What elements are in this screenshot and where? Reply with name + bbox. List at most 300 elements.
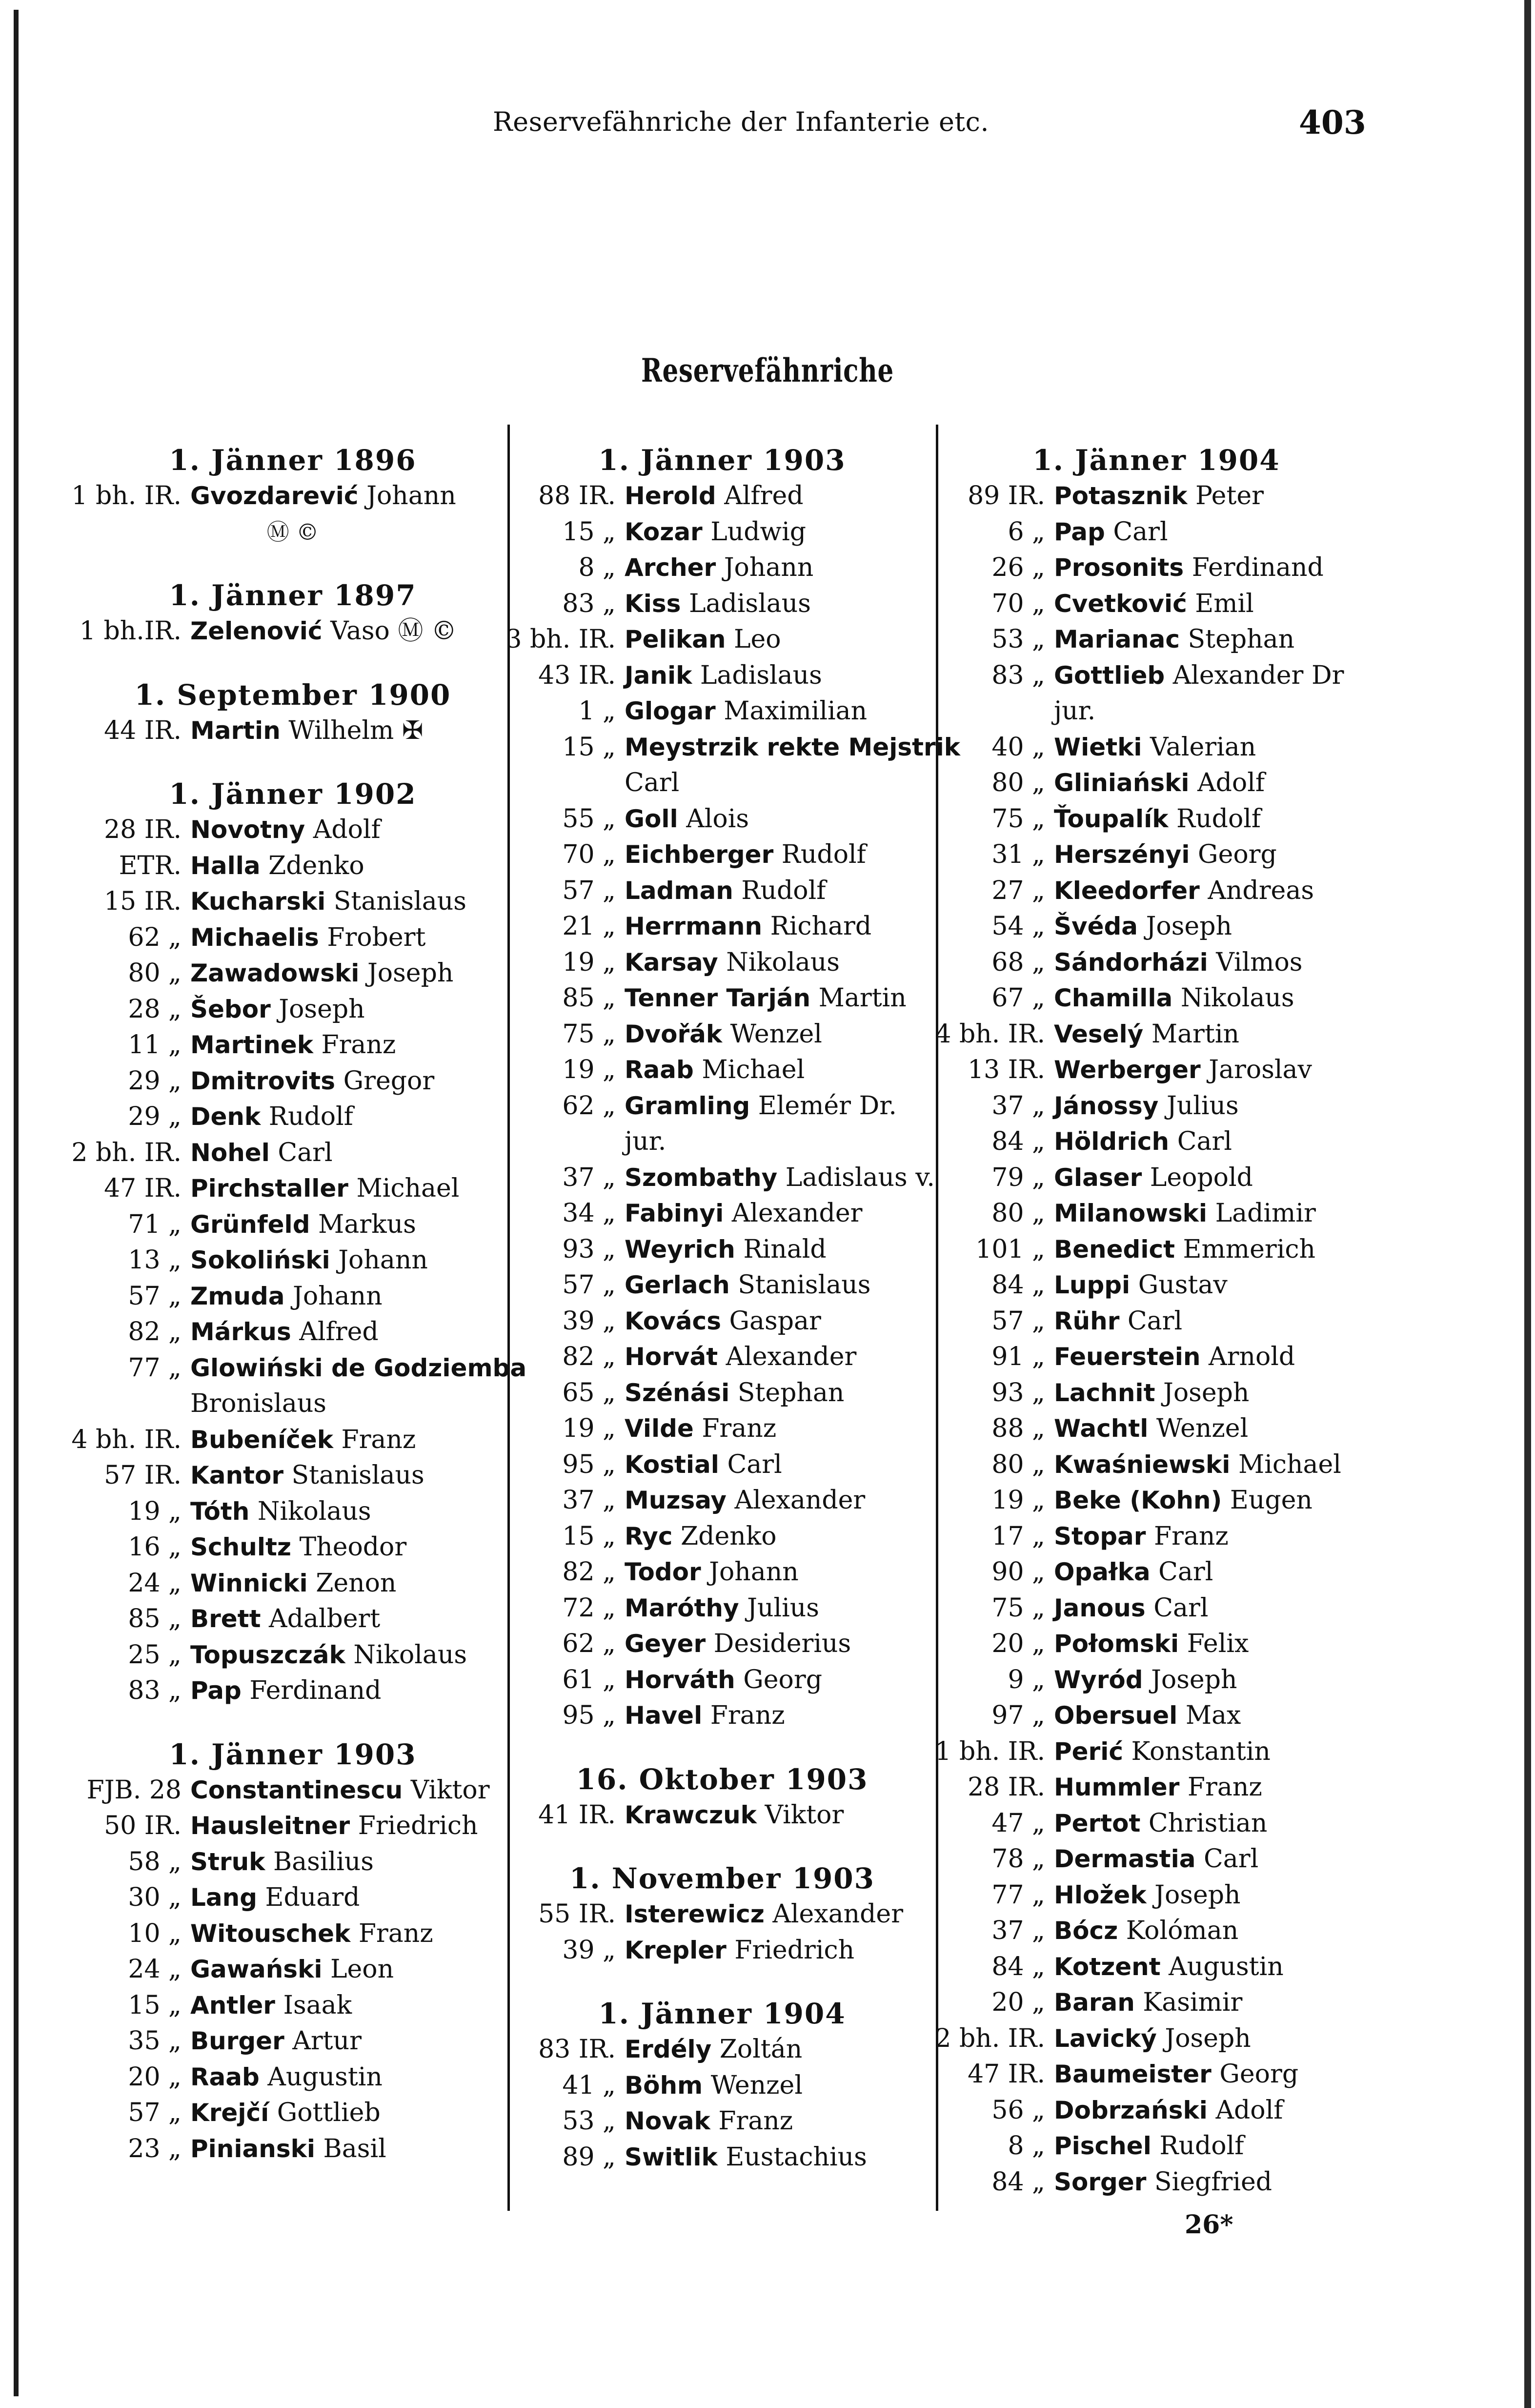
given-name: Martin	[818, 983, 907, 1013]
regiment-designation: 65 „	[562, 1378, 616, 1408]
officer-entry	[937, 1411, 1376, 1447]
given-name: Carl	[1127, 1306, 1183, 1336]
regiment-designation: 15 „	[562, 732, 616, 762]
given-name: Siegfried	[1154, 2167, 1272, 2197]
given-name: Adolf	[313, 815, 381, 844]
given-name: Carl	[1113, 517, 1168, 547]
officer-name	[1054, 837, 1376, 873]
surname: Zelenović	[190, 617, 323, 645]
given-name: Franz	[1153, 1521, 1229, 1551]
officer-name	[190, 1637, 512, 1673]
regiment-designation: 77 „	[128, 1353, 182, 1383]
regiment-designation: 37 „	[562, 1163, 616, 1192]
officer-name	[1054, 2164, 1376, 2201]
given-name: Johann	[366, 481, 456, 510]
regiment-designation: 80 „	[991, 1449, 1045, 1479]
regiment-designation: 57 „	[128, 2098, 182, 2127]
officer-name	[1054, 1160, 1376, 1196]
given-name: Michael	[702, 1055, 805, 1084]
surname: Todor	[625, 1558, 701, 1586]
officer-name	[1054, 622, 1376, 658]
given-name: Carl	[1153, 1593, 1209, 1623]
date-group	[507, 1860, 937, 1968]
surname: Bócz	[1054, 1917, 1118, 1945]
surname: Dvořák	[625, 1020, 723, 1048]
given-name: Joseph	[1165, 2023, 1251, 2053]
column-3	[937, 442, 1376, 2200]
officer-name	[1054, 909, 1376, 945]
entry-continuation: Ⓜ ©	[266, 518, 319, 545]
officer-name	[190, 2095, 512, 2131]
given-name: Joseph	[367, 959, 454, 988]
surname: Isterewicz	[625, 1900, 765, 1928]
surname: Kovács	[625, 1306, 721, 1335]
officer-name	[1054, 1770, 1376, 1806]
surname: Meystrzik rekte Mejstrik	[625, 733, 961, 761]
officer-name	[190, 920, 512, 956]
surname: Grünfeld	[190, 1210, 310, 1239]
officer-name	[190, 1601, 512, 1637]
officer-entry	[73, 2131, 512, 2167]
regiment-designation: 19 „	[562, 1055, 616, 1084]
surname: Šebor	[190, 995, 271, 1023]
given-name: Georg	[1198, 840, 1277, 869]
officer-name	[625, 837, 937, 873]
surname: Karsay	[625, 948, 718, 977]
regiment-designation: 1 bh. IR.	[71, 481, 182, 510]
officer-name	[190, 1988, 512, 2024]
given-name: Emil	[1195, 589, 1254, 618]
officer-name	[1054, 1411, 1376, 1447]
officer-name	[190, 884, 512, 920]
given-name: Alexander Dr	[1172, 660, 1344, 690]
officer-name	[625, 1519, 937, 1555]
officer-entry	[73, 1458, 512, 1494]
given-name: Friedrich	[734, 1935, 855, 1965]
officer-name	[1054, 1877, 1376, 1914]
surname: Ladman	[625, 876, 733, 905]
officer-name	[1054, 945, 1376, 981]
officer-name	[625, 945, 937, 981]
officer-name	[625, 1626, 937, 1662]
surname: Vilde	[625, 1414, 694, 1443]
officer-entry	[507, 801, 937, 837]
officer-name	[190, 1916, 512, 1952]
surname: Dobrzański	[1054, 2096, 1208, 2124]
officer-entry	[937, 2164, 1376, 2201]
surname: Krejčí	[190, 2099, 269, 2127]
surname: Pirchstaller	[190, 1174, 348, 1203]
surname: Kwaśniewski	[1054, 1450, 1231, 1479]
given-name: Gregor	[343, 1066, 435, 1096]
officer-entry	[507, 909, 937, 945]
surname: Kucharski	[190, 887, 326, 916]
officer-entry	[507, 1483, 937, 1519]
officer-entry	[937, 1017, 1376, 1053]
officer-entry	[507, 873, 937, 909]
officer-entry	[73, 1027, 512, 1063]
officer-name	[1054, 1913, 1376, 1949]
promotion-date: 1. Jänner 1904	[1032, 444, 1280, 477]
regiment-designation: 68 „	[991, 947, 1045, 977]
officer-name	[625, 1411, 937, 1447]
column-1	[71, 442, 527, 2167]
officer-entry	[507, 1662, 937, 1698]
regiment-designation: 56 „	[991, 2095, 1045, 2125]
officer-name	[625, 1088, 937, 1124]
officer-name	[190, 1027, 512, 1063]
surname: Kantor	[190, 1461, 283, 1490]
surname: Wachtl	[1054, 1414, 1149, 1443]
given-name: Carl	[278, 1138, 333, 1167]
officer-entry	[507, 1017, 937, 1053]
surname: Goll	[625, 804, 678, 833]
given-name: Franz	[358, 1918, 433, 1948]
regiment-designation: 62 „	[562, 1629, 616, 1658]
date-group	[73, 677, 512, 749]
given-name: Ferdinand	[1192, 553, 1324, 582]
officer-name	[1054, 478, 1376, 514]
regiment-designation: 1 „	[578, 696, 616, 726]
officer-entry	[73, 812, 512, 848]
given-name: Rudolf	[1159, 2131, 1244, 2161]
regiment-designation: 83 „	[128, 1676, 182, 1705]
given-name: Stanislaus	[738, 1270, 871, 1300]
officer-entry	[73, 1673, 512, 1709]
officer-name	[1054, 1267, 1376, 1304]
regiment-designation: 15 „	[562, 517, 616, 547]
regiment-designation: 24 „	[128, 1568, 182, 1598]
officer-name	[1054, 1196, 1376, 1232]
given-name: Michael	[356, 1174, 460, 1203]
officer-entry	[73, 1207, 512, 1243]
regiment-designation: 3 bh. IR.	[505, 625, 616, 654]
officer-entry	[937, 1626, 1376, 1662]
officer-entry	[937, 1591, 1376, 1627]
surname: Raab	[625, 1056, 694, 1084]
regiment-designation: 39 „	[562, 1306, 616, 1336]
given-name: Johann	[338, 1245, 428, 1275]
officer-entry	[937, 1267, 1376, 1304]
given-name: Frobert	[327, 922, 426, 952]
surname: Hausleitner	[190, 1812, 350, 1840]
officer-entry	[937, 1052, 1376, 1088]
regiment-designation: 13 „	[128, 1245, 182, 1275]
surname: Martinek	[190, 1031, 313, 1059]
officer-entry	[937, 1698, 1376, 1734]
given-name: Alexander	[734, 1486, 866, 1515]
surname: Sorger	[1054, 2167, 1147, 2196]
surname: Chamilla	[1054, 984, 1173, 1012]
given-name: Kolóman	[1126, 1916, 1239, 1945]
running-head-title: Reservefähnriche der Infanterie etc.	[493, 106, 990, 137]
officer-entry	[937, 1913, 1376, 1949]
surname: Glaser	[1054, 1163, 1142, 1192]
regiment-designation: 57 „	[562, 876, 616, 905]
officer-entry	[937, 1519, 1376, 1555]
given-name: Maximilian	[724, 696, 868, 726]
given-name: Johann	[709, 1557, 799, 1587]
given-name: Johann	[293, 1281, 383, 1311]
regiment-designation: 47 IR.	[104, 1174, 182, 1203]
surname: Baran	[1054, 1988, 1135, 2017]
officer-entry	[73, 1063, 512, 1100]
promotion-date: 1. Jänner 1904	[598, 1997, 846, 2030]
officer-entry	[73, 1952, 512, 1988]
regiment-designation: 20 „	[991, 1629, 1045, 1658]
surname: Lavický	[1054, 2024, 1157, 2053]
officer-name	[625, 1160, 937, 1196]
officer-name	[625, 730, 960, 766]
officer-entry	[937, 2093, 1376, 2129]
officer-entry	[73, 848, 512, 884]
given-name: Ladislaus v.	[785, 1163, 935, 1192]
officer-name	[625, 514, 937, 551]
given-name: Alfred	[299, 1317, 379, 1347]
surname: Janik	[625, 661, 692, 690]
officer-name	[190, 1422, 512, 1458]
given-name: Konstantin	[1131, 1736, 1271, 1766]
surname: Tenner Tarján	[625, 984, 811, 1012]
officer-entry	[507, 478, 937, 514]
officer-entry	[507, 2032, 937, 2068]
promotion-date: 1. September 1900	[134, 678, 451, 712]
date-group	[73, 1736, 512, 2167]
regiment-designation: 84 „	[991, 2167, 1045, 2197]
given-name: Ludwig	[710, 517, 806, 547]
given-name: Georg	[743, 1665, 822, 1694]
regiment-designation: 13 IR.	[968, 1055, 1045, 1084]
regiment-designation: 28 IR.	[104, 815, 182, 844]
regiment-designation: 9 „	[1008, 1665, 1045, 1694]
surname: Luppi	[1054, 1271, 1131, 1299]
officer-entry	[507, 2140, 937, 2176]
regiment-designation: 55 „	[562, 804, 616, 834]
regiment-designation: 19 „	[128, 1496, 182, 1526]
regiment-designation: 54 „	[991, 912, 1045, 941]
officer-entry	[73, 956, 512, 992]
given-name: Franz	[710, 1701, 785, 1730]
officer-entry	[507, 586, 937, 622]
regiment-designation: 70 „	[991, 589, 1045, 618]
surname: Marianac	[1054, 625, 1180, 653]
regiment-designation: 95 „	[562, 1449, 616, 1479]
officer-entry	[507, 550, 937, 586]
surname: Fabinyi	[625, 1199, 724, 1227]
officer-entry	[507, 1232, 937, 1268]
regiment-designation: 1 bh. IR.	[935, 1736, 1045, 1766]
given-name: Franz	[321, 1030, 396, 1060]
regiment-designation: 88 „	[991, 1414, 1045, 1443]
officer-entry	[507, 2068, 937, 2104]
regiment-designation: 78 „	[991, 1844, 1045, 1874]
surname: Kiss	[625, 589, 681, 618]
given-name: Martin	[1151, 1019, 1239, 1049]
surname: Kostial	[625, 1450, 719, 1479]
given-name: Ladimir	[1215, 1199, 1316, 1228]
surname: Glogar	[625, 697, 716, 725]
officer-entry	[937, 1985, 1376, 2021]
officer-entry	[73, 1099, 512, 1135]
given-name: Wilhelm ✠	[288, 715, 424, 745]
officer-entry	[937, 1447, 1376, 1483]
regiment-designation: 91 „	[991, 1342, 1045, 1371]
regiment-designation: 19 „	[991, 1486, 1045, 1515]
regiment-designation: 27 „	[991, 876, 1045, 905]
regiment-designation: 95 „	[562, 1701, 616, 1730]
officer-entry	[937, 2057, 1376, 2093]
officer-entry	[73, 1601, 512, 1637]
officer-name	[625, 1267, 937, 1304]
surname: Hummler	[1054, 1773, 1180, 1801]
given-name: Johann	[724, 553, 814, 582]
regiment-designation: 15 IR.	[104, 887, 182, 916]
regiment-designation: 15 „	[128, 1990, 182, 2020]
officer-name	[1054, 1052, 1376, 1088]
regiment-designation: FJB. 28	[86, 1775, 182, 1805]
officer-name	[625, 1483, 937, 1519]
officer-entry	[937, 622, 1376, 658]
officer-entry	[507, 837, 937, 873]
surname: Glowiński de Godziemba	[190, 1353, 527, 1382]
officer-name	[625, 1554, 937, 1591]
regiment-designation: 57 „	[562, 1270, 616, 1300]
given-name: Adolf	[1215, 2095, 1283, 2125]
regiment-designation: 80 „	[991, 1199, 1045, 1228]
regiment-designation: 75 „	[991, 1593, 1045, 1623]
given-name: Ladislaus	[688, 589, 811, 618]
regiment-designation: 83 IR.	[538, 2035, 616, 2064]
surname: Tóth	[190, 1497, 250, 1526]
given-name: Michael	[1238, 1449, 1341, 1479]
surname: Švéda	[1054, 912, 1138, 940]
officer-name	[1054, 873, 1376, 909]
officer-name	[190, 1063, 512, 1100]
surname: Szombathy	[625, 1163, 778, 1192]
regiment-designation: 39 „	[562, 1935, 616, 1965]
officer-entry	[507, 730, 961, 766]
regiment-designation: 44 IR.	[104, 715, 182, 745]
entry-continuation: jur.	[1054, 696, 1096, 726]
officer-name	[625, 622, 937, 658]
officer-name	[625, 1196, 937, 1232]
regiment-designation: 47 „	[991, 1808, 1045, 1838]
officer-name	[1054, 1017, 1376, 1053]
regiment-designation: 84 „	[991, 1127, 1045, 1156]
given-name: Leopold	[1150, 1163, 1253, 1192]
officer-name	[625, 1052, 937, 1088]
officer-name	[625, 478, 937, 514]
surname: Pertot	[1054, 1809, 1141, 1837]
regiment-designation: 71 „	[128, 1209, 182, 1239]
given-name: Nikolaus	[726, 947, 840, 977]
officer-name	[1054, 765, 1376, 801]
officer-name	[1054, 2021, 1376, 2057]
given-name: Carl	[1177, 1127, 1232, 1156]
surname: Obersuel	[1054, 1701, 1178, 1730]
surname: Wietki	[1054, 733, 1142, 761]
regiment-designation: 70 „	[562, 840, 616, 869]
officer-entry	[73, 1988, 512, 2024]
surname: Krawczuk	[625, 1800, 757, 1829]
surname: Brett	[190, 1605, 261, 1633]
officer-name	[1054, 1591, 1376, 1627]
officer-name	[190, 1494, 512, 1530]
officer-entry	[507, 1591, 937, 1627]
officer-entry	[937, 730, 1376, 766]
officer-entry	[73, 2023, 512, 2060]
surname: Ťoupalík	[1054, 804, 1169, 833]
given-name: Zdenko	[681, 1521, 777, 1551]
officer-name	[190, 848, 512, 884]
officer-name	[625, 1698, 937, 1734]
officer-name	[190, 1099, 512, 1135]
officer-name	[1054, 730, 1376, 766]
surname: Cvetković	[1054, 589, 1187, 618]
regiment-designation: 16 „	[128, 1532, 182, 1562]
officer-entry	[507, 694, 937, 730]
regiment-designation: 2 bh. IR.	[935, 2023, 1045, 2053]
officer-name	[1054, 2128, 1376, 2164]
officer-entry	[507, 1698, 937, 1734]
surname: Benedict	[1054, 1235, 1175, 1264]
officer-entry	[937, 980, 1376, 1017]
regiment-designation: 24 „	[128, 1955, 182, 1984]
surname: Nohel	[190, 1138, 270, 1167]
surname: Herold	[625, 482, 716, 510]
surname: Novak	[625, 2107, 710, 2135]
regiment-designation: ETR.	[119, 851, 182, 880]
regiment-designation: 57 „	[128, 1281, 182, 1311]
surname: Denk	[190, 1102, 261, 1131]
officer-name	[1054, 2057, 1376, 2093]
surname: Połomski	[1054, 1630, 1179, 1658]
regiment-designation: 28 IR.	[968, 1773, 1045, 1802]
officer-name	[625, 1232, 937, 1268]
date-group	[937, 442, 1376, 2200]
officer-entry	[507, 1411, 937, 1447]
surname: Prosonits	[1054, 553, 1184, 582]
officer-entry	[507, 1447, 937, 1483]
regiment-designation: 28 „	[128, 994, 182, 1024]
officer-entry	[73, 1916, 512, 1952]
surname: Potasznik	[1054, 482, 1188, 510]
given-name: Stephan	[737, 1378, 845, 1408]
given-name: Eugen	[1230, 1486, 1313, 1515]
officer-entry	[937, 1662, 1376, 1698]
regiment-designation: 89 „	[562, 2142, 616, 2172]
officer-entry	[507, 1052, 937, 1088]
surname: Pinianski	[190, 2134, 316, 2163]
surname: Novotny	[190, 816, 305, 844]
regiment-designation: 17 „	[991, 1521, 1045, 1551]
officer-name	[190, 1566, 512, 1602]
officer-entry	[937, 478, 1376, 514]
regiment-designation: 8 „	[578, 553, 616, 582]
given-name: Desiderius	[713, 1629, 851, 1658]
regiment-designation: 82 „	[562, 1557, 616, 1587]
surname: Pischel	[1054, 2132, 1151, 2160]
regiment-designation: 19 „	[562, 1414, 616, 1443]
entry-continuation: Bronislaus	[190, 1389, 326, 1418]
surname: Raab	[190, 2062, 260, 2091]
surname: Lang	[190, 1883, 257, 1912]
given-name: Viktor	[765, 1800, 844, 1830]
given-name: Rudolf	[268, 1102, 353, 1131]
officer-name	[625, 980, 937, 1017]
promotion-date: 1. Jänner 1897	[169, 579, 417, 612]
given-name: Arnold	[1209, 1342, 1295, 1371]
